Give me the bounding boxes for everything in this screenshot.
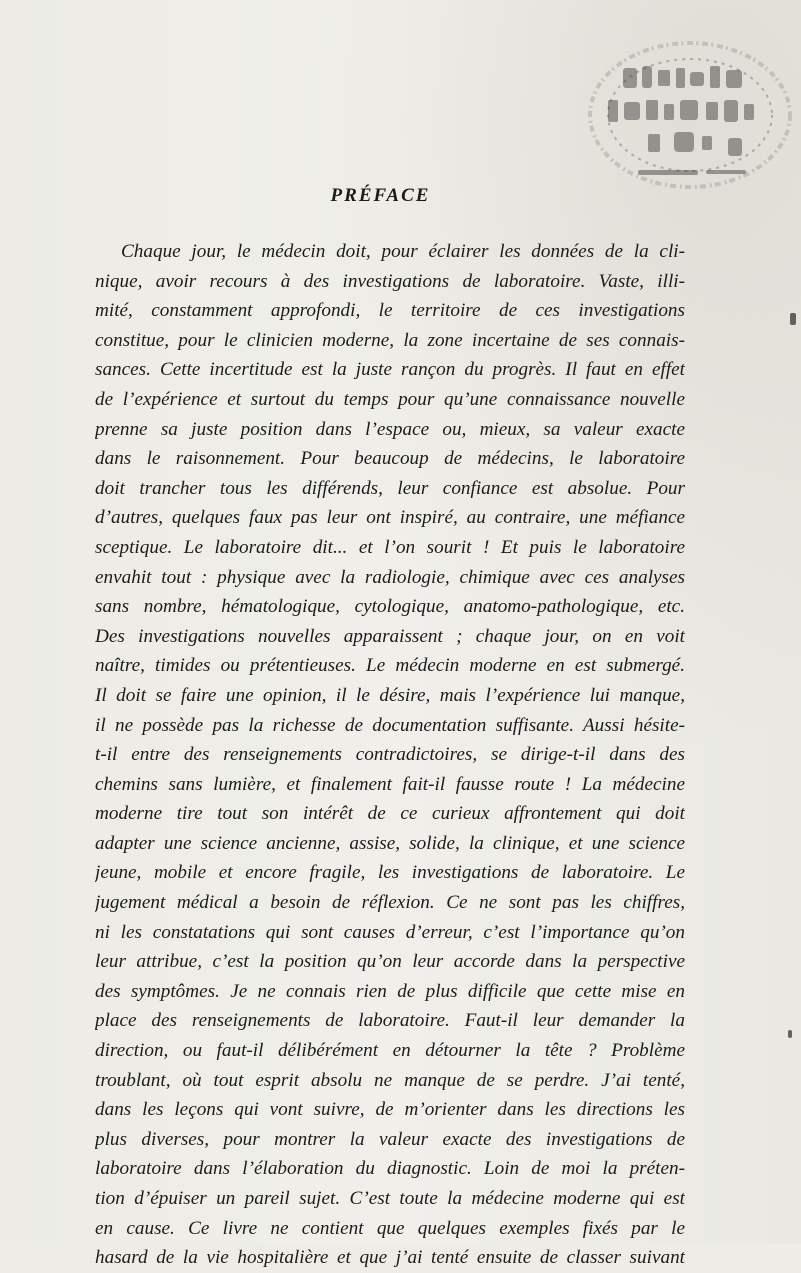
text-line: hasard de la vie hospitalière et que j’ai tenté ensuite de classer suivant — [95, 1247, 685, 1269]
text-line: d’autres, quelques faux pas leur ont inspiré, au contraire, une méfiance — [95, 507, 685, 529]
text-line: t-il entre des renseignements contradictoires, se dirige-t-il dans des — [95, 744, 685, 766]
text-line: Il doit se faire une opinion, il le désire, mais l’expérience lui manque, — [95, 684, 685, 706]
text-line: place des renseignements de laboratoire. Faut-il leur demander la — [95, 1010, 685, 1032]
text-line: jeune, mobile et encore fragile, les investigations de laboratoire. Le — [95, 862, 685, 884]
text-line: plus diverses, pour montrer la valeur exacte des investigations de — [95, 1128, 685, 1150]
text-line: chemins sans lumière, et finalement fait-il fausse route ! La médecine — [95, 773, 685, 795]
text-line: ni les constatations qui sont causes d’erreur, c’est l’importance qu’on — [95, 921, 685, 943]
text-line: il ne possède pas la richesse de documentation suffisante. Aussi hésite- — [95, 714, 685, 736]
text-line: de l’expérience et surtout du temps pour qu’une connaissance nouvelle — [95, 388, 685, 410]
text-line: dans les leçons qui vont suivre, de m’orienter dans les directions les — [95, 1099, 685, 1121]
text-line: mité, constamment approfondi, le territoire de ces investigations — [95, 300, 685, 322]
text-line: Des investigations nouvelles apparaissent ; chaque jour, on en voit — [95, 625, 685, 647]
text-line: nique, avoir recours à des investigations de laboratoire. Vaste, illi- — [95, 270, 685, 292]
preface-text — [95, 237, 685, 1273]
text-line: envahit tout : physique avec la radiologie, chimique avec ces analyses — [95, 566, 685, 588]
library-stamp — [578, 30, 798, 200]
text-line: prenne sa juste position dans l’espace ou, mieux, sa valeur exacte — [95, 418, 685, 440]
text-line: naître, timides ou prétentieuses. Le médecin moderne en est submergé. — [95, 655, 685, 677]
margin-mark — [788, 1030, 792, 1038]
page-title: PRÉFACE — [330, 185, 431, 206]
margin-mark — [790, 313, 796, 325]
text-line: sceptique. Le laboratoire dit... et l’on sourit ! Et puis le laboratoire — [95, 536, 685, 558]
text-line: jugement médical a besoin de réflexion. Ce ne sont pas les chiffres, — [95, 892, 685, 914]
text-line: dans le raisonnement. Pour beaucoup de médecins, le laboratoire — [95, 448, 685, 470]
text-line: sans nombre, hématologique, cytologique, anatomo-pathologique, etc. — [95, 596, 685, 618]
text-line: Chaque jour, le médecin doit, pour éclairer les données de la cli- — [121, 241, 685, 262]
text-line: leur attribue, c’est la position qu’on leur accorde dans la perspective — [95, 951, 685, 973]
text-line: direction, ou faut-il délibérément en détourner la tête ? Problème — [95, 1040, 685, 1062]
text-line: doit trancher tous les différends, leur confiance est absolue. Pour — [95, 477, 685, 499]
text-line: des symptômes. Je ne connais rien de plus difficile que cette mise en — [95, 980, 685, 1002]
text-line: adapter une science ancienne, assise, solide, la clinique, et une science — [95, 832, 685, 854]
text-line: en cause. Ce livre ne contient que quelques exemples fixés par le — [95, 1217, 685, 1239]
text-line: tion d’épuiser un pareil sujet. C’est toute la médecine moderne qui est — [95, 1188, 685, 1209]
text-line: sances. Cette incertitude est la juste rançon du progrès. Il faut en effet — [95, 359, 685, 381]
text-line: constitue, pour le clinicien moderne, la zone incertaine de ses connais- — [95, 329, 685, 351]
text-line: laboratoire dans l’élaboration du diagnostic. Loin de moi la préten- — [95, 1158, 685, 1180]
text-line: troublant, où tout esprit absolu ne manque de se perdre. J’ai tenté, — [95, 1069, 685, 1091]
text-line: moderne tire tout son intérêt de ce curieux affrontement qui doit — [95, 803, 685, 825]
